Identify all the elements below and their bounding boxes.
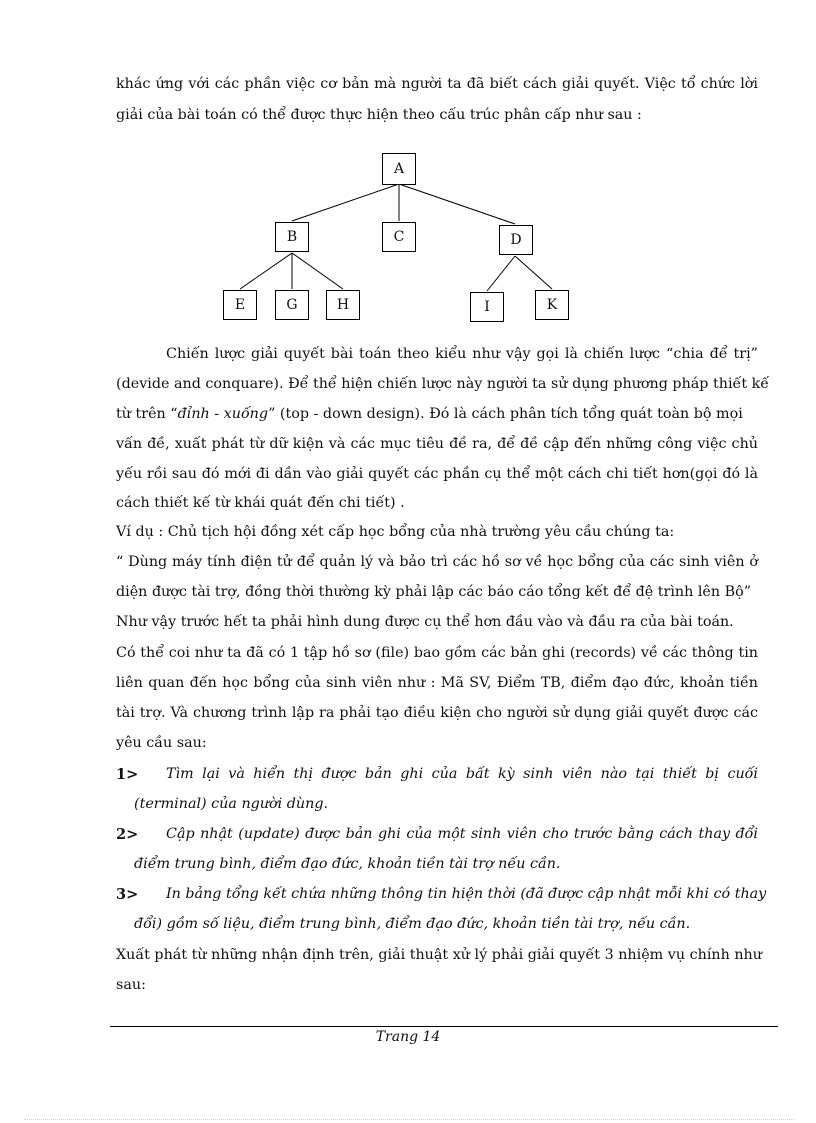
node-h: H [326,290,360,320]
item-3-line-2: đổi) gồm số liệu, điểm trung bình, điểm đạo đức, khoản tiền tài trợ, nếu cần. [134,916,691,932]
example-line-3: diện được tài trợ, đồng thời thường kỳ phải lập các báo cáo tổng kết để đệ trình lên Bộ” [116,584,752,600]
node-b: B [275,222,309,252]
item-1-line-2: (terminal) của người dùng. [134,796,329,812]
edge-b-e [240,253,292,289]
node-k: K [535,290,569,320]
node-e: E [223,290,257,320]
edge-b-h [292,253,343,289]
para1-l3-a: từ trên “ [116,406,178,422]
example-line-7: tài trợ. Và chương trình lập ra phải tạo điều kiện cho người sử dụng giải quyết được các [116,705,758,721]
example-line-5: Có thể coi như ta đã có 1 tập hồ sơ (file) bao gồm các bản ghi (records) về các thông tin [116,645,758,661]
node-d: D [499,225,533,255]
item-1-line-1: Tìm lại và hiển thị được bản ghi của bất kỳ sinh viên nào tại thiết bị cuối [166,766,758,782]
closing-line-1: Xuất phát từ những nhận định trên, giải thuật xử lý phải giải quyết 3 nhiệm vụ chính như [116,947,762,963]
node-a: A [382,153,416,185]
example-line-4: Như vậy trước hết ta phải hình dung được cụ thể hơn đầu vào và đầu ra của bài toán. [116,614,734,630]
example-line-6: liên quan đến học bổng của sinh viên như : Mã SV, Điểm TB, điểm đạo đức, khoản tiền [116,675,758,691]
item-number: 2> [116,826,139,843]
closing-line-2: sau: [116,977,146,993]
para1-line-6: cách thiết kế từ khái quát đến chi tiết) . [116,495,405,511]
intro-line-1: khác ứng với các phần việc cơ bản mà người ta đã biết cách giải quyết. Việc tổ chức lời [116,76,758,92]
item-3-line-1: In bảng tổng kết chứa những thông tin hiện thời (đã được cập nhật mỗi khi có thay [166,886,767,902]
para1-line-2: (devide and conquare). Để thể hiện chiến lược này người ta sử dụng phương pháp thiết kế [116,376,770,392]
page-number: Trang 14 [375,1029,441,1045]
para1-line-4: vấn đề, xuất phát từ dữ kiện và các mục tiêu đề ra, để đề cập đến những công việc chủ [116,436,758,452]
item-number: 3> [116,886,139,903]
edge-d-k [515,256,552,289]
para1-l3-c: ” (top - down design). Đó là cách phân tích tổng quát toàn bộ mọi [268,406,743,422]
edge-a-b [292,184,399,221]
para1-line-3 [116,406,758,422]
edge-a-d [399,184,515,224]
item-number: 1> [116,766,139,783]
item-2-line-2: điểm trung bình, điểm đạo đức, khoản tiền tài trợ nếu cần. [134,856,561,872]
node-c: C [382,222,416,252]
para1-l3-italic: đỉnh - xuống [177,406,269,422]
example-line-8: yêu cầu sau: [116,735,207,751]
para1-line-5: yếu rồi sau đó mới đi dần vào giải quyết các phần cụ thể một cách chi tiết hơn(gọi đó là [116,466,758,482]
node-g: G [275,290,309,320]
example-line-1: Ví dụ : Chủ tịch hội đồng xét cấp học bổng của nhà trường yêu cầu chúng ta: [116,524,675,540]
item-2-line-1: Cập nhật (update) được bản ghi của một sinh viên cho trước bằng cách thay đổi [166,826,758,842]
footer-rule [110,1026,778,1027]
page-bottom-edge [24,1119,794,1120]
node-i: I [470,292,504,322]
intro-line-2: giải của bài toán có thể được thực hiện theo cấu trúc phân cấp như sau : [116,107,642,123]
edge-d-i [487,256,515,291]
para1-line-1: Chiến lược giải quyết bài toán theo kiểu như vậy gọi là chiến lược “chia để trị” [166,346,758,362]
example-line-2: “ Dùng máy tính điện tử để quản lý và bảo trì các hồ sơ về học bổng của các sinh viên ở [116,554,758,570]
